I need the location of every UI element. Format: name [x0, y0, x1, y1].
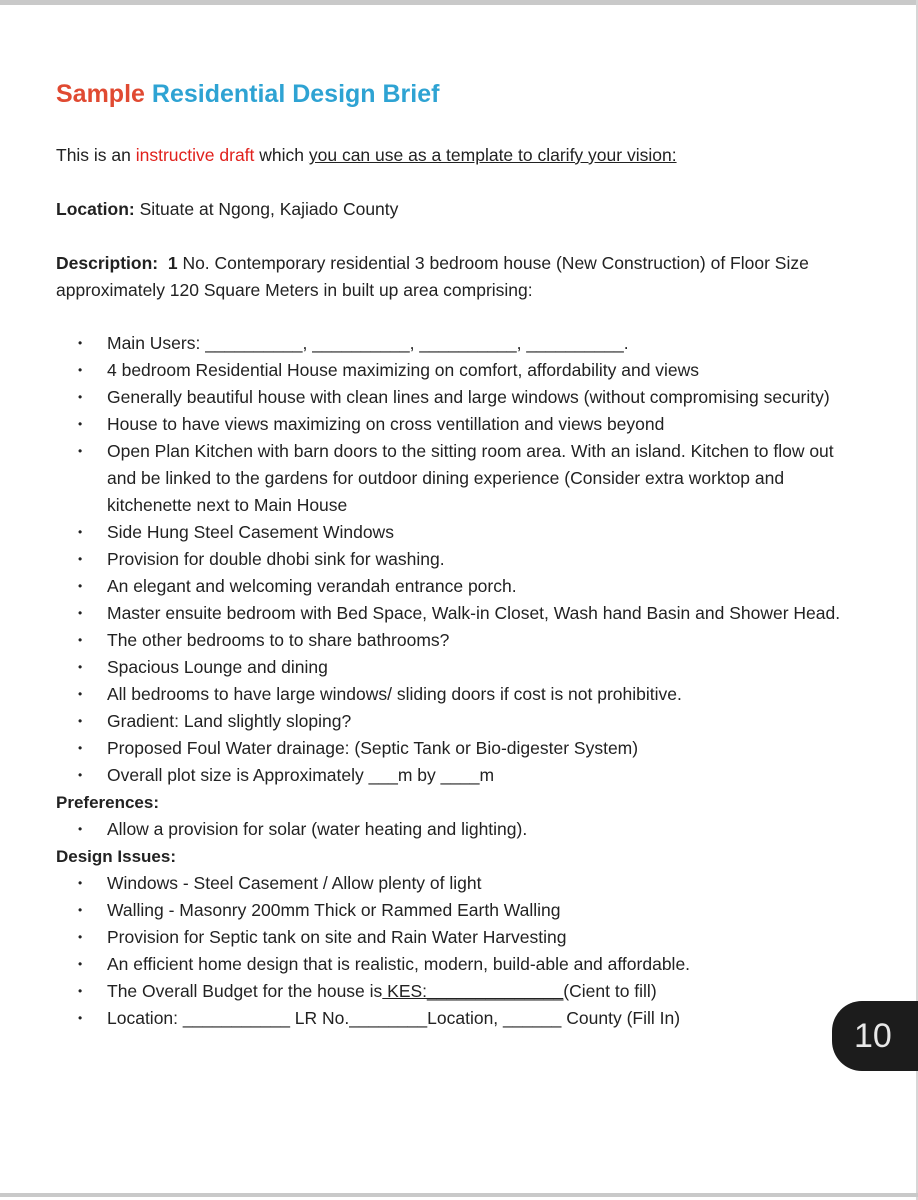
list-item-text: 4 bedroom Residential House maximizing on comfort, affordability and views — [107, 360, 700, 380]
bullet-icon: • — [78, 417, 83, 431]
bullet-icon: • — [78, 930, 83, 944]
bullet-icon: • — [78, 633, 83, 647]
budget-kes: KES:______________ — [382, 981, 564, 1001]
list-item-text: Provision for Septic tank on site and Rain Water Harvesting — [107, 927, 567, 947]
bullet-icon: • — [78, 903, 83, 917]
list-item-text: Windows - Steel Casement / Allow plenty of light — [107, 873, 482, 893]
list-item-text: Side Hung Steel Casement Windows — [107, 522, 394, 542]
list-item-text: Spacious Lounge and dining — [107, 657, 328, 677]
list-item-text: Master ensuite bedroom with Bed Space, Walk-in Closet, Wash hand Basin and Shower Head. — [107, 603, 841, 623]
page-number: 10 — [854, 1017, 892, 1055]
list-item-text: Generally beautiful house with clean lines and large windows (without compromising security) — [107, 387, 830, 407]
intro-underlined: you can use as a template to clarify your vision: — [308, 145, 677, 165]
list-item — [0, 735, 918, 762]
list-item — [0, 573, 918, 600]
description-line2: approximately 120 Square Meters in built up area comprising: — [56, 280, 533, 300]
list-item — [0, 924, 918, 951]
title-rest: Residential Design Brief — [151, 80, 440, 108]
bullet-icon: • — [78, 552, 83, 566]
design-issues-extra — [0, 978, 918, 1032]
bottom-border — [0, 1193, 918, 1197]
document-title — [56, 80, 439, 109]
list-item-text: House to have views maximizing on cross ventillation and views beyond — [107, 414, 665, 434]
list-item-text: Overall plot size is Approximately ___m by ____m — [107, 765, 495, 785]
bullet-icon: • — [78, 363, 83, 377]
design-issues-heading: Design Issues: — [56, 847, 176, 866]
list-item — [0, 1005, 918, 1032]
bullet-icon: • — [78, 1011, 83, 1025]
intro-middle: which — [254, 145, 309, 165]
bullet-icon: • — [78, 606, 83, 620]
list-item-text: Open Plan Kitchen with barn doors to the sitting room area. With an island. Kitchen to flow out and be linked to the gardens for outdoor dining experience (Consider extra worktop and kitchenette next to Main House — [107, 441, 834, 515]
list-item — [0, 951, 918, 978]
list-item — [0, 978, 918, 1005]
list-item — [0, 546, 918, 573]
bullet-icon: • — [78, 660, 83, 674]
list-item — [0, 681, 918, 708]
bullet-icon: • — [78, 525, 83, 539]
list-item — [0, 438, 918, 519]
list-item-text: Allow a provision for solar (water heating and lighting). — [107, 819, 528, 839]
list-item — [0, 897, 918, 924]
bullet-icon: • — [78, 957, 83, 971]
list-item — [0, 627, 918, 654]
top-border — [0, 0, 918, 5]
list-item — [0, 384, 918, 411]
budget-suffix: (Cient to fill) — [563, 981, 657, 1001]
list-item — [0, 816, 918, 843]
description-paragraph — [56, 250, 809, 304]
bullet-icon: • — [78, 768, 83, 782]
list-item-text: Provision for double dhobi sink for washing. — [107, 549, 445, 569]
list-item — [0, 600, 918, 627]
list-item-text: The other bedrooms to to share bathrooms? — [107, 630, 450, 650]
description-label: Description: — [56, 253, 159, 273]
preferences-list — [0, 816, 918, 843]
list-item-text: An efficient home design that is realistic, modern, build-able and affordable. — [107, 954, 691, 974]
title-word-sample: Sample — [56, 80, 145, 108]
list-item — [0, 357, 918, 384]
bullet-icon: • — [78, 444, 83, 458]
location-label: Location: — [56, 199, 135, 219]
bullet-icon: • — [78, 687, 83, 701]
bullet-icon: • — [78, 390, 83, 404]
bullet-icon: • — [78, 579, 83, 593]
budget-prefix: The Overall Budget for the house is — [107, 981, 383, 1001]
bullet-icon: • — [78, 876, 83, 890]
list-item — [0, 519, 918, 546]
list-item — [0, 708, 918, 735]
list-item-text: Main Users: __________, __________, __________, __________. — [107, 333, 629, 353]
list-item-text: Proposed Foul Water drainage: (Septic Tank or Bio-digester System) — [107, 738, 639, 758]
bullet-icon: • — [78, 984, 83, 998]
location-fill-line: Location: ___________ LR No.________Location, ______ County (Fill In) — [107, 1008, 681, 1028]
description-line1: No. Contemporary residential 3 bedroom house (New Construction) of Floor Size — [177, 253, 809, 273]
design-issues-list — [0, 870, 918, 978]
list-item — [0, 762, 918, 789]
list-item — [0, 330, 918, 357]
list-item-text: All bedrooms to have large windows/ sliding doors if cost is not prohibitive. — [107, 684, 682, 704]
list-item-text: An elegant and welcoming verandah entrance porch. — [107, 576, 517, 596]
list-item — [0, 411, 918, 438]
bullet-icon: • — [78, 336, 83, 350]
description-count: 1 — [167, 253, 178, 273]
list-item — [0, 654, 918, 681]
intro-prefix: This is an — [56, 145, 136, 165]
bullet-icon: • — [78, 741, 83, 755]
location-value: Situate at Ngong, Kajiado County — [134, 199, 399, 219]
list-item-text: Walling - Masonry 200mm Thick or Rammed Earth Walling — [107, 900, 561, 920]
location-paragraph — [56, 196, 398, 223]
list-item-text: Gradient: Land slightly sloping? — [107, 711, 352, 731]
list-item — [0, 870, 918, 897]
requirements-list — [0, 330, 918, 789]
intro-highlight: instructive draft — [135, 145, 255, 165]
intro-paragraph — [56, 142, 677, 169]
page-number-badge — [832, 1001, 918, 1071]
preferences-heading: Preferences: — [56, 793, 160, 812]
bullet-icon: • — [78, 714, 83, 728]
bullet-icon: • — [78, 822, 83, 836]
